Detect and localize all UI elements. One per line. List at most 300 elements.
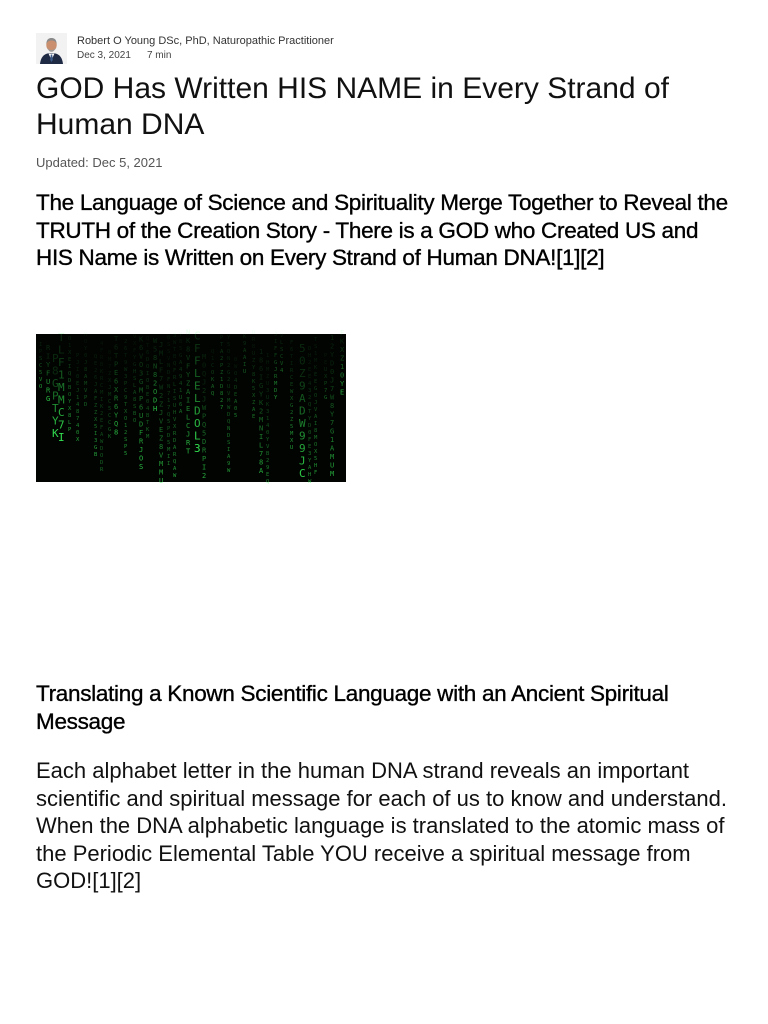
svg-text:E: E: [234, 392, 238, 398]
svg-text:J: J: [274, 332, 278, 338]
svg-text:7: 7: [259, 450, 264, 458]
svg-text:1: 1: [124, 423, 128, 429]
svg-text:X: X: [290, 438, 294, 444]
svg-text:Q: Q: [227, 419, 231, 425]
svg-text:Z: Z: [299, 367, 306, 380]
svg-text:7: 7: [330, 419, 335, 427]
svg-text:B: B: [146, 385, 150, 391]
svg-text:S: S: [167, 342, 171, 348]
svg-text:T: T: [173, 347, 177, 353]
svg-text:2: 2: [220, 398, 224, 404]
svg-text:F: F: [314, 470, 318, 476]
svg-text:M: M: [167, 447, 171, 453]
svg-text:V: V: [39, 377, 43, 383]
svg-text:N: N: [186, 328, 191, 337]
svg-text:0: 0: [76, 374, 80, 380]
svg-text:8: 8: [179, 339, 183, 345]
svg-text:W: W: [299, 417, 306, 430]
svg-text:D: D: [139, 420, 144, 429]
svg-text:L: L: [280, 340, 284, 346]
svg-text:Y: Y: [179, 332, 183, 338]
svg-text:P: P: [124, 444, 128, 450]
svg-text:R: R: [290, 368, 294, 374]
post-date: Dec 3, 2021: [77, 50, 131, 61]
svg-text:2: 2: [308, 395, 312, 401]
svg-text:5: 5: [124, 451, 128, 457]
svg-text:9: 9: [179, 374, 183, 380]
svg-text:X: X: [68, 406, 72, 412]
svg-text:B: B: [68, 385, 72, 391]
svg-text:G: G: [179, 353, 183, 359]
svg-text:F: F: [173, 368, 177, 374]
svg-text:8: 8: [68, 413, 72, 419]
svg-text:D: D: [202, 438, 207, 446]
svg-text:Y: Y: [84, 346, 88, 352]
svg-text:L: L: [259, 441, 264, 450]
svg-text:J: J: [139, 446, 144, 454]
svg-text:O: O: [314, 393, 318, 399]
svg-text:S: S: [133, 376, 137, 382]
svg-text:P: P: [220, 335, 224, 341]
svg-text:O: O: [100, 453, 104, 459]
svg-text:H: H: [266, 360, 270, 366]
svg-text:Z: Z: [186, 379, 191, 388]
svg-text:D: D: [194, 404, 201, 418]
svg-text:P: P: [167, 426, 171, 432]
svg-text:S: S: [314, 344, 318, 350]
svg-text:R: R: [252, 337, 256, 343]
svg-text:I: I: [259, 373, 264, 382]
svg-text:T: T: [186, 447, 191, 456]
svg-text:8: 8: [153, 371, 158, 379]
svg-text:Q: Q: [266, 479, 270, 485]
svg-text:R: R: [46, 386, 51, 395]
svg-text:A: A: [133, 390, 137, 396]
svg-text:3: 3: [139, 369, 144, 378]
svg-text:W: W: [330, 393, 335, 402]
svg-text:P: P: [202, 455, 207, 463]
svg-text:8: 8: [252, 372, 256, 378]
svg-text:1: 1: [220, 377, 224, 383]
svg-text:X: X: [314, 449, 318, 455]
svg-text:V: V: [186, 354, 191, 362]
svg-text:P: P: [39, 349, 43, 355]
svg-text:H: H: [133, 369, 137, 375]
svg-text:3: 3: [94, 438, 98, 444]
svg-text:2: 2: [259, 407, 264, 416]
svg-text:F: F: [194, 342, 201, 355]
svg-text:I: I: [173, 389, 177, 395]
svg-text:X: X: [290, 396, 294, 402]
svg-text:0: 0: [234, 406, 238, 412]
svg-text:N: N: [167, 384, 171, 390]
svg-text:Y: Y: [227, 335, 231, 341]
svg-text:M: M: [330, 470, 335, 478]
svg-text:C: C: [108, 413, 112, 419]
svg-text:X: X: [114, 386, 119, 394]
svg-text:V: V: [84, 388, 88, 394]
svg-text:L: L: [194, 392, 201, 405]
svg-text:Y: Y: [308, 416, 312, 422]
svg-text:T: T: [308, 409, 312, 415]
svg-text:1: 1: [76, 395, 80, 401]
svg-text:Q: Q: [173, 361, 177, 367]
svg-text:U: U: [46, 378, 51, 386]
svg-text:G: G: [139, 378, 144, 386]
svg-text:P: P: [52, 389, 59, 403]
svg-text:I: I: [58, 431, 65, 444]
svg-text:D: D: [227, 433, 231, 439]
svg-text:K: K: [100, 404, 104, 410]
svg-text:Z: Z: [159, 400, 164, 409]
svg-text:M: M: [58, 393, 65, 407]
svg-text:Q: Q: [114, 420, 119, 428]
svg-text:T: T: [114, 335, 119, 343]
svg-text:8: 8: [314, 428, 318, 434]
svg-text:S: S: [227, 440, 231, 446]
svg-text:S: S: [167, 349, 171, 355]
svg-text:C: C: [186, 422, 191, 430]
svg-text:D: D: [100, 446, 104, 452]
svg-text:D: D: [153, 396, 158, 405]
svg-text:1: 1: [266, 353, 270, 359]
svg-text:D: D: [167, 433, 171, 439]
svg-text:0: 0: [299, 354, 306, 368]
svg-text:F: F: [167, 377, 171, 383]
svg-text:B: B: [94, 452, 98, 458]
svg-text:T: T: [220, 342, 224, 348]
svg-text:J: J: [202, 395, 207, 404]
svg-text:6: 6: [94, 375, 98, 381]
svg-text:9: 9: [299, 442, 306, 455]
svg-text:6: 6: [139, 403, 144, 412]
svg-text:R: R: [202, 446, 207, 455]
svg-text:8: 8: [52, 364, 59, 378]
svg-text:D: D: [173, 438, 177, 444]
svg-text:I: I: [68, 364, 72, 370]
svg-text:C: C: [108, 399, 112, 405]
svg-text:2: 2: [290, 410, 294, 416]
svg-text:A: A: [243, 348, 247, 354]
svg-text:V: V: [280, 361, 284, 367]
svg-text:I: I: [146, 371, 150, 377]
svg-text:T: T: [124, 402, 128, 408]
svg-text:7: 7: [159, 375, 164, 383]
svg-text:J: J: [94, 382, 98, 388]
svg-text:E: E: [186, 405, 191, 413]
svg-text:S: S: [280, 347, 284, 353]
author-avatar[interactable]: [36, 33, 67, 64]
svg-text:R: R: [100, 355, 104, 361]
svg-text:U: U: [179, 395, 183, 401]
svg-text:P: P: [76, 353, 80, 359]
svg-text:W: W: [202, 404, 207, 412]
svg-text:Z: Z: [252, 400, 256, 406]
svg-text:V: V: [159, 451, 164, 460]
svg-text:D: D: [146, 357, 150, 363]
svg-text:M: M: [159, 460, 164, 468]
svg-text:Y: Y: [340, 380, 345, 388]
svg-text:7: 7: [108, 364, 112, 370]
svg-text:P: P: [324, 381, 328, 387]
svg-text:A: A: [173, 466, 177, 472]
svg-text:E: E: [68, 357, 72, 363]
svg-text:W: W: [234, 364, 238, 370]
svg-text:G: G: [94, 445, 98, 451]
svg-text:M: M: [159, 468, 164, 477]
svg-text:O: O: [146, 364, 150, 370]
svg-text:F: F: [100, 348, 104, 354]
svg-text:L: L: [133, 383, 137, 389]
svg-text:F: F: [194, 354, 201, 368]
svg-text:I: I: [94, 431, 98, 437]
svg-text:Z: Z: [340, 354, 345, 363]
body-paragraph: Each alphabet letter in the human DNA strand reveals an important scientific and spiritual message for each of us to know and understand. When the DNA alphabetic language is translated to the atomic mass of the Periodic Elemental Table YOU receive a spiritual message from GOD![1][2]: [36, 758, 727, 893]
svg-text:S: S: [173, 396, 177, 402]
svg-text:8: 8: [186, 345, 191, 354]
svg-text:Y: Y: [46, 361, 51, 369]
svg-text:A: A: [308, 465, 312, 471]
svg-text:H: H: [308, 353, 312, 359]
svg-text:Y: Y: [186, 371, 191, 379]
svg-text:U: U: [266, 395, 270, 401]
svg-text:F: F: [186, 362, 191, 371]
svg-text:5: 5: [290, 424, 294, 430]
svg-text:C: C: [124, 388, 128, 394]
svg-text:3: 3: [124, 374, 128, 380]
svg-text:O: O: [194, 417, 201, 430]
svg-text:A: A: [220, 349, 224, 355]
svg-text:3: 3: [308, 388, 312, 394]
svg-text:K: K: [252, 379, 256, 385]
svg-text:P: P: [68, 427, 72, 433]
svg-text:1: 1: [314, 351, 318, 357]
svg-text:1: 1: [330, 334, 335, 342]
svg-text:Z: Z: [94, 403, 98, 409]
svg-text:3: 3: [266, 388, 270, 394]
svg-text:O: O: [314, 442, 318, 448]
svg-text:9: 9: [243, 341, 247, 347]
svg-text:A: A: [227, 454, 231, 460]
svg-text:0: 0: [330, 368, 335, 376]
svg-text:X: X: [108, 378, 112, 384]
svg-text:O: O: [139, 361, 144, 369]
svg-text:7: 7: [167, 391, 171, 397]
svg-text:2: 2: [94, 368, 98, 374]
svg-text:V: V: [167, 356, 171, 362]
svg-text:2: 2: [227, 377, 231, 383]
svg-text:U: U: [139, 412, 144, 420]
svg-text:O: O: [211, 370, 215, 376]
svg-text:Q: Q: [308, 402, 312, 408]
svg-text:E: E: [94, 361, 98, 367]
svg-text:U: U: [159, 477, 164, 485]
svg-text:Q: Q: [202, 421, 207, 429]
svg-text:V: V: [266, 444, 270, 450]
svg-text:D: D: [252, 330, 256, 336]
svg-text:5: 5: [167, 440, 171, 446]
svg-text:K: K: [108, 434, 112, 440]
svg-text:5: 5: [314, 456, 318, 462]
svg-text:K: K: [52, 427, 59, 440]
svg-text:R: R: [114, 394, 119, 403]
svg-text:A: A: [259, 467, 264, 475]
svg-text:2: 2: [124, 430, 128, 436]
svg-text:C: C: [100, 383, 104, 389]
svg-text:P: P: [324, 353, 328, 359]
svg-text:R: R: [100, 467, 104, 473]
svg-text:0: 0: [308, 430, 312, 436]
svg-text:E: E: [324, 360, 328, 366]
svg-text:C: C: [108, 420, 112, 426]
svg-text:P: P: [202, 412, 207, 421]
svg-text:K: K: [266, 402, 270, 408]
svg-text:A: A: [299, 392, 306, 405]
svg-text:R: R: [173, 375, 177, 381]
svg-text:X: X: [173, 424, 177, 430]
svg-text:M: M: [100, 390, 104, 396]
svg-text:Q: Q: [202, 370, 207, 378]
svg-text:I: I: [259, 433, 264, 441]
code-rain-columns: [39, 329, 345, 486]
svg-text:W: W: [290, 389, 294, 395]
svg-text:J: J: [84, 360, 88, 366]
svg-text:P: P: [52, 352, 59, 365]
svg-text:7: 7: [324, 388, 328, 394]
svg-text:5: 5: [39, 370, 43, 376]
svg-text:4: 4: [266, 423, 270, 429]
svg-text:B: B: [100, 362, 104, 368]
svg-text:L: L: [58, 343, 65, 357]
svg-text:2: 2: [153, 379, 158, 388]
svg-text:Z: Z: [94, 410, 98, 416]
svg-text:I: I: [227, 447, 231, 453]
svg-text:K: K: [211, 377, 215, 383]
svg-text:5: 5: [167, 419, 171, 425]
svg-text:G: G: [133, 362, 137, 368]
svg-text:U: U: [290, 445, 294, 451]
author-portrait-icon: [36, 33, 67, 64]
svg-text:D: D: [220, 384, 224, 390]
svg-text:0: 0: [340, 371, 345, 380]
svg-text:7: 7: [330, 385, 335, 393]
svg-text:I: I: [202, 463, 207, 472]
svg-text:A: A: [234, 399, 238, 405]
svg-text:1: 1: [179, 388, 183, 394]
svg-text:N: N: [227, 356, 231, 362]
svg-text:D: D: [234, 385, 238, 391]
svg-text:V: V: [159, 417, 164, 426]
svg-text:J: J: [159, 409, 164, 417]
svg-text:0: 0: [167, 335, 171, 341]
svg-text:G: G: [52, 377, 59, 390]
svg-text:V: V: [173, 417, 177, 423]
svg-text:A: A: [252, 407, 256, 413]
svg-text:K: K: [146, 427, 150, 433]
svg-text:M: M: [202, 353, 207, 361]
svg-text:T: T: [314, 337, 318, 343]
svg-text:C: C: [299, 467, 306, 480]
svg-text:U: U: [266, 381, 270, 387]
svg-text:G: G: [46, 395, 51, 403]
svg-text:O: O: [234, 371, 238, 377]
svg-text:M: M: [159, 349, 164, 358]
svg-text:K: K: [100, 369, 104, 375]
svg-text:3: 3: [308, 451, 312, 457]
svg-text:I: I: [100, 397, 104, 403]
svg-text:J: J: [159, 341, 164, 349]
svg-text:I: I: [76, 367, 80, 373]
svg-text:G: G: [324, 395, 328, 401]
svg-text:K: K: [186, 337, 191, 345]
svg-text:5: 5: [234, 413, 238, 419]
svg-text:O: O: [227, 349, 231, 355]
svg-text:1: 1: [340, 363, 345, 371]
svg-text:H: H: [173, 410, 177, 416]
svg-text:J: J: [76, 360, 80, 366]
svg-text:4: 4: [146, 406, 150, 412]
svg-text:5: 5: [252, 386, 256, 392]
svg-text:E: E: [314, 372, 318, 378]
svg-text:T: T: [58, 331, 65, 344]
section-heading: Translating a Known Scientific Language with an Ancient Spiritual Message: [36, 681, 669, 734]
svg-text:6: 6: [179, 402, 183, 408]
svg-text:B: B: [266, 451, 270, 457]
author-name[interactable]: Robert O Young DSc, PhD, Naturopathic Practitioner: [77, 35, 334, 47]
svg-text:J: J: [314, 400, 318, 406]
svg-text:Q: Q: [167, 412, 171, 418]
svg-text:L: L: [194, 367, 201, 380]
svg-text:C: C: [58, 406, 65, 419]
svg-text:Z: Z: [290, 417, 294, 423]
svg-text:5: 5: [202, 429, 207, 438]
svg-text:X: X: [340, 346, 345, 354]
svg-text:M: M: [274, 381, 278, 387]
svg-text:Z: Z: [220, 370, 224, 376]
svg-text:T: T: [146, 420, 150, 426]
svg-text:A: A: [100, 432, 104, 438]
svg-text:C: C: [280, 354, 284, 360]
svg-text:Y: Y: [330, 410, 335, 419]
svg-text:Y: Y: [68, 399, 72, 405]
post-title: GOD Has Written HIS NAME in Every Strand of Human DNA: [36, 72, 669, 141]
svg-text:F: F: [274, 353, 278, 359]
svg-text:F: F: [94, 396, 98, 402]
svg-text:F: F: [100, 425, 104, 431]
svg-text:D: D: [68, 378, 72, 384]
svg-text:O: O: [84, 339, 88, 345]
svg-text:Q: Q: [211, 391, 215, 397]
svg-text:F: F: [133, 348, 137, 354]
svg-text:Y: Y: [330, 351, 335, 359]
svg-text:G: G: [227, 370, 231, 376]
svg-text:E: E: [159, 426, 164, 434]
svg-text:3: 3: [173, 333, 177, 339]
svg-text:0: 0: [202, 361, 207, 370]
svg-text:M: M: [108, 357, 112, 363]
svg-text:2: 2: [202, 472, 207, 480]
svg-text:R: R: [139, 437, 144, 446]
svg-text:0: 0: [108, 350, 112, 356]
svg-text:W: W: [124, 367, 128, 373]
svg-text:A: A: [314, 414, 318, 420]
svg-text:X: X: [68, 350, 72, 356]
svg-text:Z: Z: [108, 371, 112, 377]
svg-text:I: I: [46, 352, 51, 361]
svg-text:3: 3: [266, 409, 270, 415]
svg-text:C: C: [211, 363, 215, 369]
svg-text:A: A: [84, 374, 88, 380]
